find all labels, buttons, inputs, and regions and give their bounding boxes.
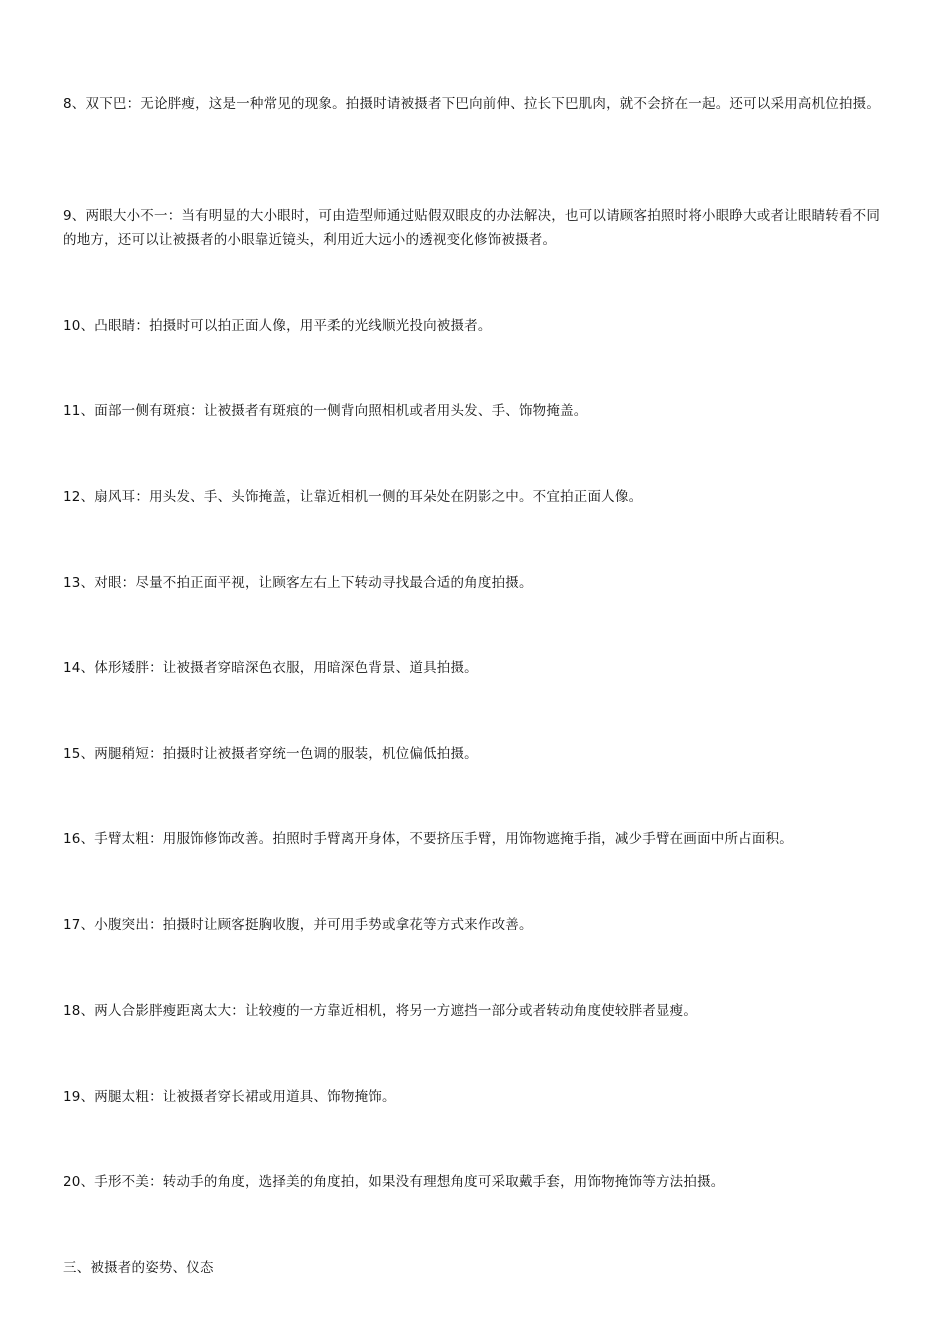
item-11-face-blemish: 11、面部一侧有斑痕：让被摄者有斑痕的一侧背向照相机或者用头发、手、饰物掩盖。 (63, 403, 588, 419)
item-19-thick-legs: 19、两腿太粗：让被摄者穿长裙或用道具、饰物掩饰。 (63, 1089, 396, 1105)
item-16-thick-arms: 16、手臂太粗：用服饰修饰改善。拍照时手臂离开身体，不要挤压手臂，用饰物遮掩手指，减少手臂在画面中所占面积。 (63, 831, 793, 847)
item-20-hand-shape: 20、手形不美：转动手的角度，选择美的角度拍，如果没有理想角度可采取戴手套，用饰物掩饰等方法拍摄。 (63, 1174, 725, 1190)
item-15-short-legs: 15、两腿稍短：拍摄时让被摄者穿统一色调的服装，机位偏低拍摄。 (63, 746, 478, 762)
item-9-uneven-eyes: 9、两眼大小不一：当有明显的大小眼时，可由造型师通过贴假双眼皮的办法解决，也可以请顾客拍照时将小眼睁大或者让眼睛转看不同的地方，还可以让被摄者的小眼靠近镜头，利用近大远小的透视变化修饰被摄者。 (63, 208, 881, 248)
item-13-crossed-eyes: 13、对眼：尽量不拍正面平视，让顾客左右上下转动寻找最合适的角度拍摄。 (63, 575, 533, 591)
item-17-protruding-belly: 17、小腹突出：拍摄时让顾客挺胸收腹，并可用手势或拿花等方式来作改善。 (63, 917, 533, 933)
item-14-short-stout-body: 14、体形矮胖：让被摄者穿暗深色衣服，用暗深色背景、道具拍摄。 (63, 660, 478, 676)
item-12-protruding-ears: 12、扇风耳：用头发、手、头饰掩盖，让靠近相机一侧的耳朵处在阴影之中。不宜拍正面人像。 (63, 489, 643, 505)
section-heading: 三、被摄者的姿势、仪态 (63, 1260, 214, 1276)
item-18-group-size-gap: 18、两人合影胖瘦距离太大：让较瘦的一方靠近相机，将另一方遮挡一部分或者转动角度使较胖者显瘦。 (63, 1003, 698, 1019)
item-10-bulging-eyes: 10、凸眼睛：拍摄时可以拍正面人像，用平柔的光线顺光投向被摄者。 (63, 318, 492, 334)
item-8-double-chin: 8、双下巴：无论胖瘦，这是一种常见的现象。拍摄时请被摄者下巴向前伸、拉长下巴肌肉，就不会挤在一起。还可以采用高机位拍摄。 (63, 96, 881, 112)
